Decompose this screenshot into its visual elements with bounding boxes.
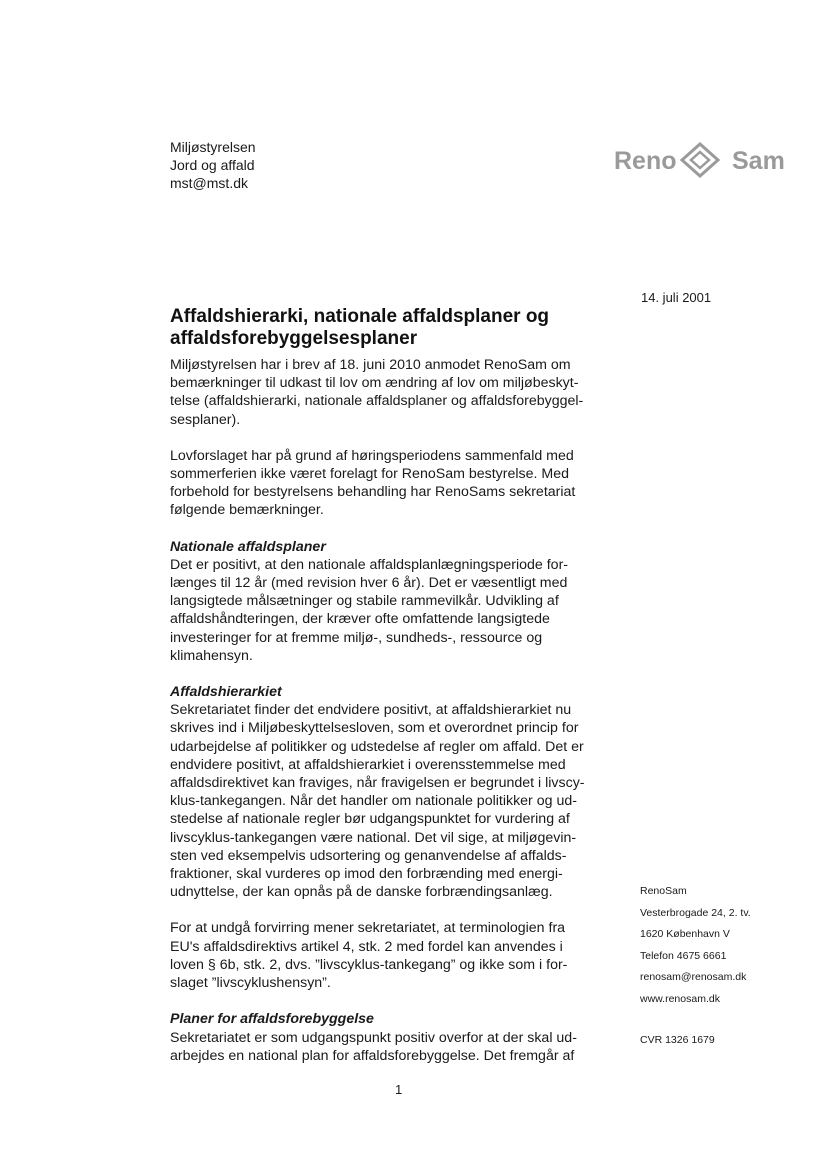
- letter-title: Affaldshierarki, nationale affaldsplaner og affaldsforebyggelsesplaner: [170, 306, 550, 349]
- section-paragraph: Sekretariatet er som udgangspunkt positiv overfor at der skal ud-arbejdes en national plan for affaldsforebyggelse. Det fremgår af: [170, 1029, 577, 1064]
- logo-diamond-icon: [682, 144, 718, 176]
- renosam-logo: [614, 140, 790, 180]
- recipient-address: [170, 138, 256, 192]
- section-heading: Affaldshierarkiet: [170, 684, 282, 701]
- section-heading: Planer for affaldsforebyggelse: [170, 1011, 374, 1028]
- section-paragraph: Det er positivt, at den nationale affaldsplanlægningsperiode for-længes til 12 år (med revision hver 6 år). Det er væsentligt med langsigtede målsætninger og stabile rammevilkår. Udvikling af affaldshåndteringen, der kræver ofte omfattende langsigtede investeringer for at fremme miljø-, sundheds-, ressource og klimahensyn.: [170, 556, 569, 664]
- intro-paragraph: Miljøstyrelsen har i brev af 18. juni 2010 anmodet RenoSam om bemærkninger til udkast til lov om ændring af lov om miljøbeskyt-telse (affaldshierarki, nationale affaldsplaner og affaldsforebyggel-sesplaner).: [170, 357, 584, 428]
- sender-phone: Telefon 4675 6661: [640, 949, 727, 962]
- sender-contact: [640, 881, 751, 1052]
- sender-name: RenoSam: [640, 885, 687, 897]
- letter-date: 14. juli 2001: [641, 290, 712, 305]
- sender-cvr: CVR 1326 1679: [640, 1034, 715, 1046]
- section-planer-for-affaldsforebyggelse: [170, 1010, 598, 1065]
- section-paragraph: Sekretariatet finder det endvidere positivt, at affaldshierarkiet nu skrives ind i Miljøbeskyttelsesloven, som et overordnet princip for udarbejdelse af politikker og udstedelse af regler om affald. Det er endvidere positivt, at affaldshierarkiet i overensstemmelse med affaldsdirektivet kan fraviges, når fravigelsen er begrundet i livscy-klus-tankegangen. Når det handler om nationale politikker og ud-stedelse af nationale regler bør udgangspunktet for vurdering af livscyklus-tankegangen være national. Det vil sige, at miljøgevin-sten ved eksempelvis udsortering og genanvendelse af affalds-fraktioner, skal vurderes op imod den forbrænding med energi-udnyttelse, der kan opnås på de danske forbrændingsanlæg.: [170, 702, 585, 901]
- sender-city: 1620 København V: [640, 928, 730, 940]
- intro-paragraph: Lovforslaget har på grund af høringsperiodens sammenfald med sommerferien ikke været forelagt for RenoSam bestyrelse. Med forbehold for bestyrelsens behandling har RenoSams sekretariat følgende bemærkninger.: [170, 447, 576, 519]
- recipient-name: Miljøstyrelsen: [170, 139, 256, 155]
- letter-body: [170, 356, 598, 1083]
- section-paragraph: For at undgå forvirring mener sekretariatet, at terminologien fra EU's affaldsdirektivs artikel 4, stk. 2 med fordel kan anvendes i loven § 6b, stk. 2, dvs. ”livscyklus-tankegang” og ikke som i for-slaget ”livscyklushensyn”.: [170, 920, 568, 992]
- section-affaldshierarkiet: [170, 683, 598, 992]
- logo-text-sam: Sam: [732, 147, 785, 175]
- section-nationale-affaldsplaner: [170, 538, 598, 665]
- sender-email: renosam@renosam.dk: [640, 971, 747, 983]
- logo-text-reno: Reno: [614, 147, 677, 175]
- recipient-department: Jord og affald: [170, 157, 255, 173]
- section-heading: Nationale affaldsplaner: [170, 538, 326, 555]
- renosam-logo-mark: [614, 140, 790, 180]
- sender-website: www.renosam.dk: [640, 992, 720, 1005]
- recipient-email: mst@mst.dk: [170, 175, 248, 191]
- page-number: 1: [395, 1082, 403, 1097]
- sender-street: Vesterbrogade 24, 2. tv.: [640, 906, 751, 919]
